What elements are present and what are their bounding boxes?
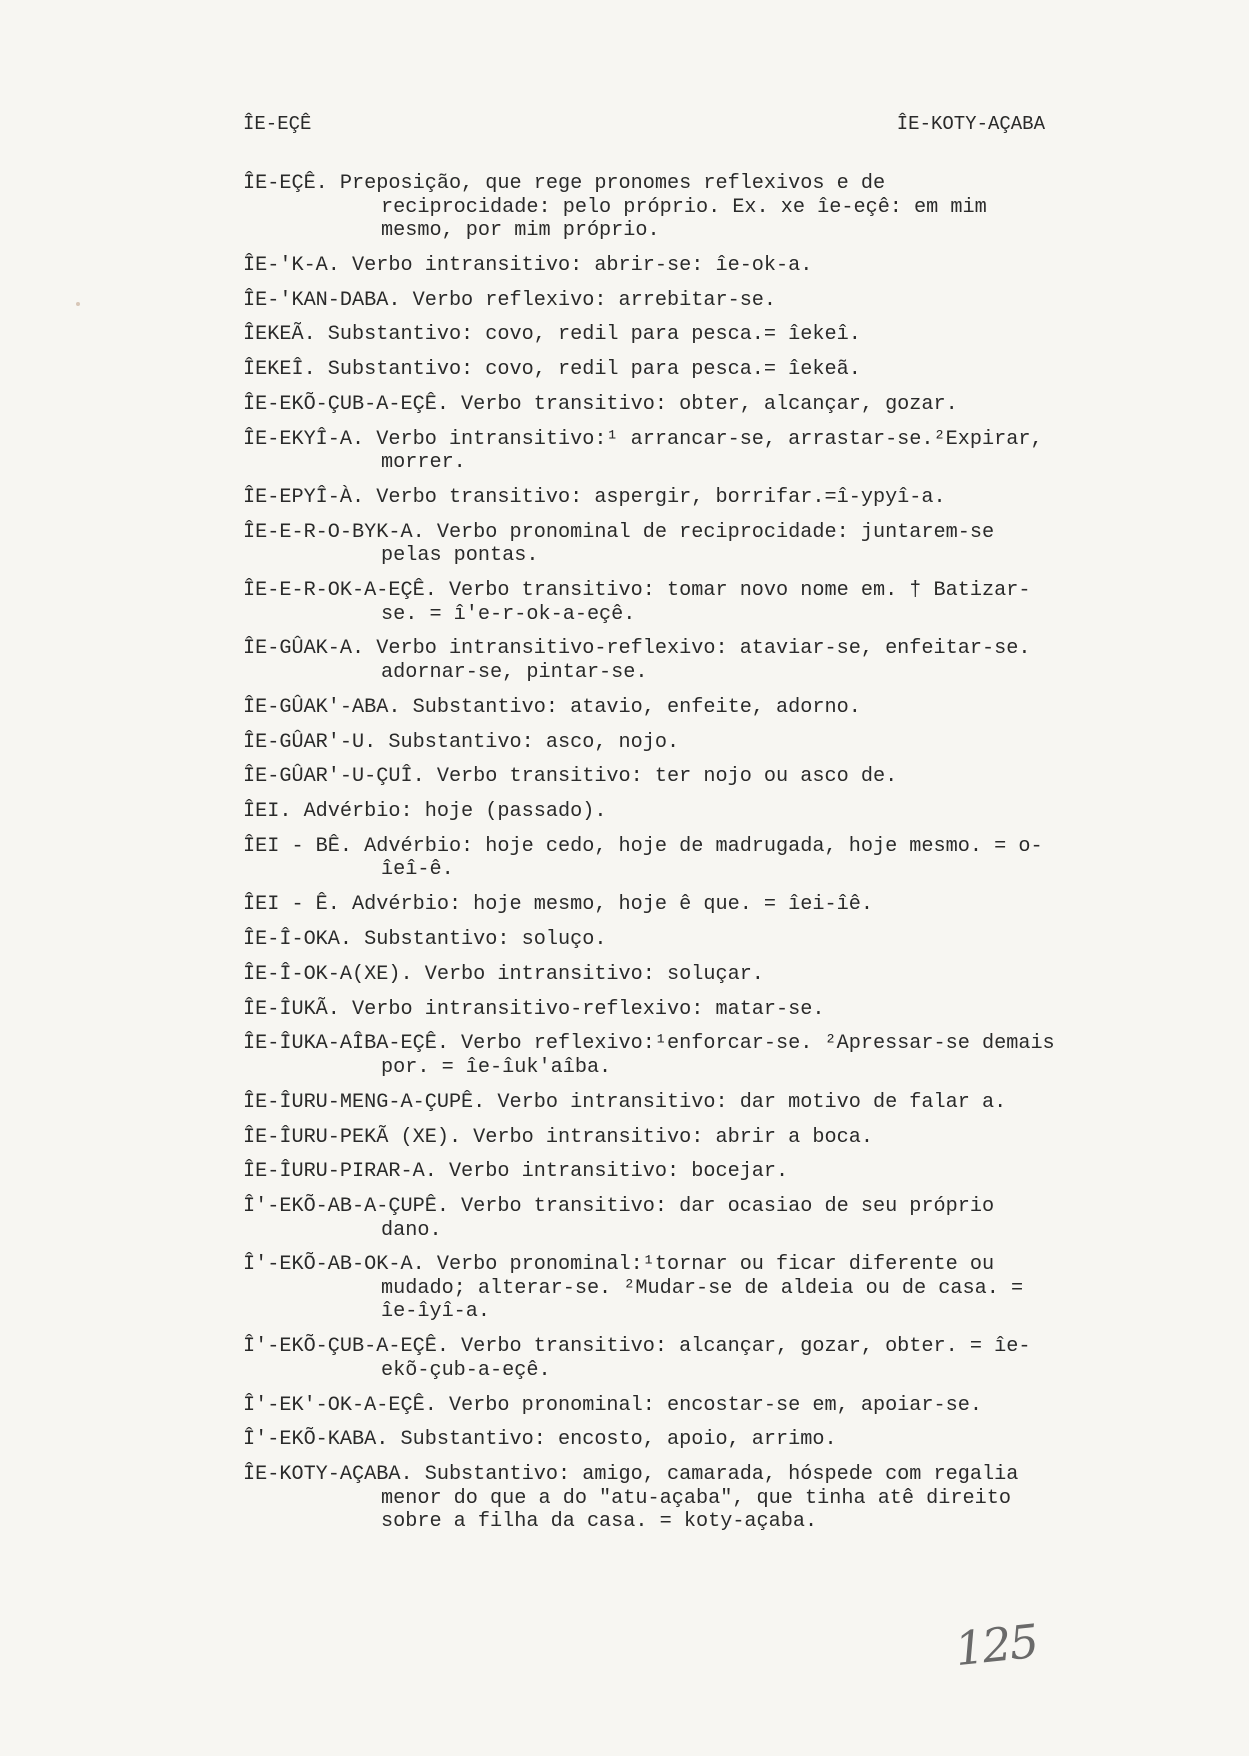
dictionary-entry: Î'-EKÕ-AB-OK-A. Verbo pronominal:¹tornar ou ficar diferente ou mudado; alterar-se. ²Mudar-se de aldeia ou de casa. = îe-îyî-a. (243, 1253, 1036, 1324)
dictionary-entry: ÎE-ÎURU-PIRAR-A. Verbo intransitivo: bocejar. (243, 1160, 789, 1184)
dictionary-entry: ÎE-E-R-OK-A-EÇÊ. Verbo transitivo: tomar novo nome em. † Batizar-se. = î'e-r-ok-a-eçê. (243, 579, 1031, 626)
dictionary-entry: ÎE-'K-A. Verbo intransitivo: abrir-se: îe-ok-a. (243, 253, 813, 277)
dictionary-entry: ÎE-GÛAK-A. Verbo intransitivo-reflexivo: ataviar-se, enfeitar-se. adornar-se, pintar-se. (243, 637, 1043, 684)
dictionary-entry: ÎEKEÃ. Substantivo: covo, redil para pesca.= îekeî. (243, 323, 861, 347)
dictionary-entry: Î'-EK'-OK-A-EÇÊ. Verbo pronominal: encostar-se em, apoiar-se. (243, 1393, 982, 1417)
header-right: ÎE-KOTY-AÇABA (896, 113, 1045, 135)
running-header (243, 113, 1045, 135)
dictionary-entry: ÎE-EPYÎ-À. Verbo transitivo: aspergir, borrifar.=î-ypyî-a. (243, 486, 946, 510)
dictionary-entry: ÎE-GÛAR'-U. Substantivo: asco, nojo. (243, 730, 680, 754)
dictionary-entry: ÎE-Î-OKA. Substantivo: soluço. (243, 928, 607, 952)
dictionary-entry: ÎE-Î-OK-A(XE). Verbo intransitivo: soluçar. (243, 962, 764, 986)
dictionary-entry: ÎEI - Ê. Advérbio: hoje mesmo, hoje ê que. = îei-îê. (243, 893, 873, 917)
header-left: ÎE-EÇÊ (243, 113, 312, 135)
dictionary-entry: ÎE-ÎURU-PEKÃ (XE). Verbo intransitivo: abrir a boca. (243, 1125, 873, 1149)
handwritten-page-number: 125 (952, 1613, 1040, 1677)
paper-speck (76, 302, 80, 306)
dictionary-entry: ÎE-ÎUKA-AÎBA-EÇÊ. Verbo reflexivo:¹enforcar-se. ²Apressar-se demais por. = îe-îuk'aîba. (243, 1032, 1067, 1079)
dictionary-entry: Î'-EKÕ-KABA. Substantivo: encosto, apoio, arrimo. (243, 1428, 837, 1452)
dictionary-entry: ÎE-'KAN-DABA. Verbo reflexivo: arrebitar-se. (243, 288, 777, 312)
dictionary-entry: Î'-EKÕ-ÇUB-A-EÇÊ. Verbo transitivo: alcançar, gozar, obter. = îe-ekõ-çub-a-eçê. (243, 1335, 1031, 1382)
dictionary-entry: ÎE-EÇÊ. Preposição, que rege pronomes reflexivos e de reciprocidade: pelo próprio. Ex. xe îe-eçê: em mim mesmo, por mim próprio. (243, 172, 999, 242)
dictionary-entries (243, 172, 1067, 1545)
dictionary-entry: ÎE-GÛAR'-U-ÇUÎ. Verbo transitivo: ter nojo ou asco de. (243, 765, 898, 789)
dictionary-entry: ÎE-E-R-O-BYK-A. Verbo pronominal de reciprocidade: juntarem-se pelas pontas. (243, 520, 1007, 568)
dictionary-entry: ÎE-GÛAK'-ABA. Substantivo: atavio, enfeite, adorno. (243, 695, 861, 719)
dictionary-entry: ÎE-EKÕ-ÇUB-A-EÇÊ. Verbo transitivo: obter, alcançar, gozar. (243, 392, 958, 416)
dictionary-entry: ÎE-EKYÎ-A. Verbo intransitivo:¹ arrancar-se, arrastar-se.²Expirar, morrer. (243, 427, 1055, 475)
dictionary-entry: ÎE-KOTY-AÇABA. Substantivo: amigo, camarada, hóspede com regalia menor do que a do "atu-açaba", que tinha atê direito sobre a filha da casa. = koty-açaba. (243, 1463, 1031, 1534)
dictionary-entry: ÎE-ÎUKÃ. Verbo intransitivo-reflexivo: matar-se. (243, 997, 825, 1021)
dictionary-entry: ÎE-ÎURU-MENG-A-ÇUPÊ. Verbo intransitivo: dar motivo de falar a. (243, 1090, 1007, 1114)
dictionary-entry: Î'-EKÕ-AB-A-ÇUPÊ. Verbo transitivo: dar ocasiao de seu próprio dano. (243, 1195, 1007, 1242)
dictionary-entry: ÎEI - BÊ. Advérbio: hoje cedo, hoje de madrugada, hoje mesmo. = o-îeî-ê. (243, 834, 1043, 882)
dictionary-entry: ÎEI. Advérbio: hoje (passado). (243, 800, 607, 824)
dictionary-entry: ÎEKEÎ. Substantivo: covo, redil para pesca.= îekeã. (243, 358, 861, 382)
